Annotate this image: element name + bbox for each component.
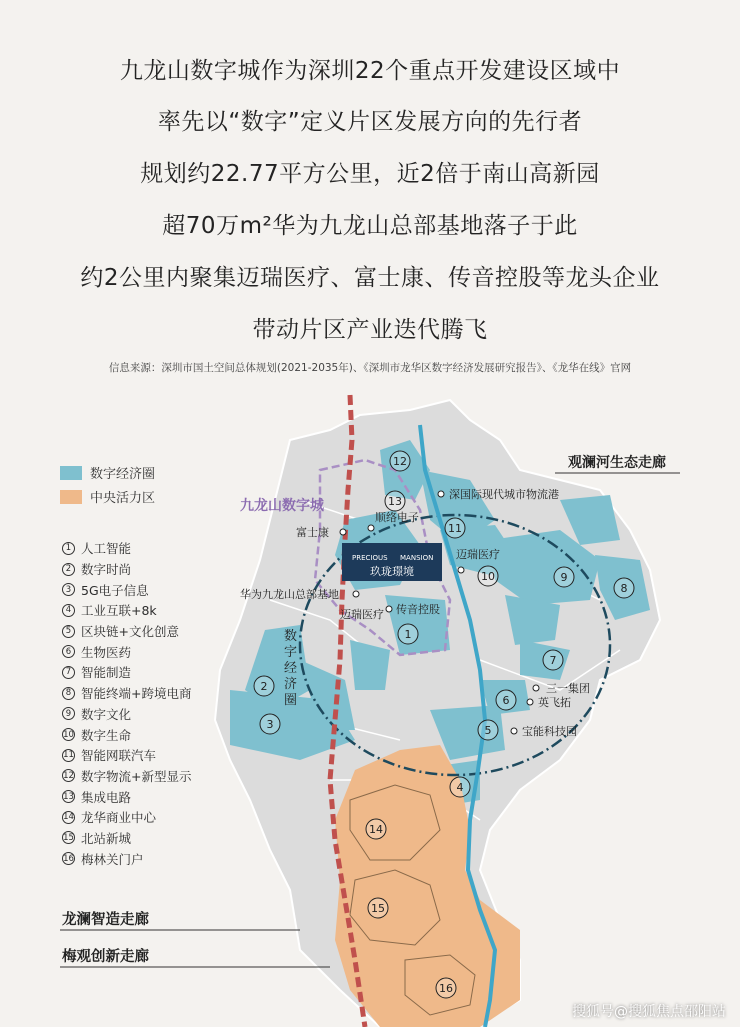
zone-number-badge: 13 — [63, 791, 74, 802]
watermark: 搜狐号@搜狐焦点邵阳站 — [572, 1004, 726, 1020]
legend-digital-swatch — [60, 466, 82, 480]
zone-number-badge: 3 — [62, 583, 75, 596]
headline-line-6: 带动片区产业迭代腾飞 — [252, 317, 488, 343]
zone-name: 智能制造 — [81, 665, 132, 681]
zone-number-badge: 14 — [63, 812, 74, 823]
ring-label-char: 字 — [284, 645, 298, 660]
poi-sanyi: 三一集团 — [546, 682, 590, 695]
legend-digital-label: 数字经济圈 — [90, 467, 156, 482]
svg-text:2: 2 — [260, 680, 268, 693]
zone-list-item — [62, 724, 191, 745]
zone-name: 龙华商业中心 — [81, 810, 157, 826]
svg-text:6: 6 — [502, 694, 510, 707]
zone-name: 数字物流+新型显示 — [81, 768, 192, 784]
poi-huawei: 华为九龙山总部基地 — [240, 588, 339, 601]
zone-name: 工业互联+8k — [81, 603, 157, 619]
zone-name: 数字时尚 — [81, 562, 132, 578]
zone-list-item — [62, 786, 191, 807]
poi-mindray: 迈瑞医疗 — [340, 608, 384, 621]
poi-transsion: 传音控股 — [396, 603, 440, 616]
headline-line-2: 率先以“数字”定义片区发展方向的先行者 — [157, 109, 583, 135]
ring-label-char: 圈 — [284, 693, 298, 708]
poi-mindray-east: 迈瑞医疗 — [456, 548, 500, 561]
zone-name: 梅林关门户 — [81, 851, 144, 867]
svg-text:14: 14 — [369, 823, 383, 836]
ring-label-vertical — [284, 628, 297, 708]
legend-central — [60, 487, 155, 506]
svg-text:16: 16 — [439, 982, 453, 995]
svg-text:4: 4 — [456, 781, 464, 794]
zone-number-badge: 11 — [63, 750, 74, 761]
zone-list-item — [62, 807, 191, 828]
ring-label-char: 济 — [284, 677, 298, 692]
headline-line-1: 九龙山数字城作为深圳22个重点开发建设区域中 — [119, 58, 621, 84]
legend-central-label: 中央活力区 — [90, 491, 156, 506]
headline-line-4: 超70万m²华为九龙山总部基地落子于此 — [162, 213, 578, 239]
longlan-corridor-label: 龙澜智造走廊 — [62, 912, 149, 928]
zone-list-item — [62, 704, 191, 725]
zone-number-badge: 6 — [62, 645, 75, 658]
zone-name: 生物医药 — [81, 644, 132, 660]
zone-list-item — [62, 641, 191, 662]
headline-line-5: 约2公里内聚集迈瑞医疗、富士康、传音控股等龙头企业 — [80, 265, 660, 291]
zone-name: 数字生命 — [81, 727, 132, 743]
zone-name: 区块链+文化创意 — [81, 624, 179, 640]
poi-baoneng: 宝能科技园 — [522, 725, 577, 738]
svg-text:5: 5 — [484, 724, 492, 737]
poi-logistics: 深国际现代城市物流港 — [449, 488, 559, 501]
poi-foxconn: 富士康 — [296, 526, 329, 539]
svg-text:1: 1 — [404, 628, 412, 641]
project-name-cn: 玖珑璟境 — [370, 565, 414, 578]
zone-number-badge: 8 — [62, 687, 75, 700]
zone-number-badge: 12 — [63, 770, 74, 781]
poi-inventec: 英飞拓 — [538, 696, 571, 709]
svg-text:8: 8 — [620, 582, 628, 595]
zone-number-badge: 16 — [63, 853, 74, 864]
zone-list-item — [62, 538, 191, 559]
legend-central-swatch — [60, 490, 82, 504]
zone-list-item — [62, 766, 191, 787]
zone-name: 智能网联汽车 — [81, 748, 157, 764]
zone-number-badge: 5 — [62, 625, 75, 638]
zone-name: 人工智能 — [81, 541, 132, 557]
headline-line-3: 规划约22.77平方公里，近2倍于南山高新园 — [140, 161, 600, 187]
zone-number-badge: 4 — [62, 604, 75, 617]
zone-list-item — [62, 621, 191, 642]
svg-text:13: 13 — [388, 495, 402, 508]
zone-list-item — [62, 683, 191, 704]
zone-name: 数字文化 — [81, 706, 132, 722]
zone-number-badge: 1 — [62, 542, 75, 555]
zone-list-item — [62, 559, 191, 580]
guanlan-corridor-label: 观澜河生态走廊 — [568, 455, 666, 471]
zone-list-item — [62, 662, 191, 683]
zone-number-badge: 9 — [62, 707, 75, 720]
jiulongshan-label: 九龙山数字城 — [240, 498, 324, 514]
svg-text:9: 9 — [560, 571, 568, 584]
legend-digital — [60, 463, 155, 482]
zone-list-item — [62, 579, 191, 600]
zone-list-item — [62, 600, 191, 621]
zone-number-badge: 7 — [62, 666, 75, 679]
zone-list-item — [62, 745, 191, 766]
zone-name: 5G电子信息 — [81, 582, 149, 598]
svg-text:7: 7 — [549, 654, 557, 667]
zone-name: 北站新城 — [81, 830, 132, 846]
ring-label-char: 经 — [284, 661, 298, 676]
zone-list — [62, 538, 191, 869]
zone-list-item — [62, 828, 191, 849]
zone-name: 智能终端+跨境电商 — [81, 686, 192, 702]
zone-list-item — [62, 848, 191, 869]
project-name-en-left: PRECIOUS — [352, 554, 388, 562]
project-name-en-right: MANSION — [400, 554, 434, 562]
svg-text:10: 10 — [481, 570, 495, 583]
meiguan-corridor-label: 梅观创新走廊 — [62, 949, 149, 965]
zone-number-badge: 2 — [62, 563, 75, 576]
svg-text:12: 12 — [393, 455, 407, 468]
source-note: 信息来源：深圳市国土空间总体规划(2021-2035年)、《深圳市龙华区数字经济发展研究报告》、《龙华在线》官网 — [108, 362, 632, 374]
svg-text:3: 3 — [266, 718, 274, 731]
svg-text:15: 15 — [371, 902, 385, 915]
poi-shunluo: 顺络电子 — [375, 511, 419, 524]
ring-label-char: 数 — [284, 629, 298, 644]
zone-name: 集成电路 — [81, 789, 132, 805]
zone-number-badge: 10 — [63, 729, 74, 740]
svg-text:11: 11 — [448, 522, 462, 535]
zone-number-badge: 15 — [63, 832, 74, 843]
